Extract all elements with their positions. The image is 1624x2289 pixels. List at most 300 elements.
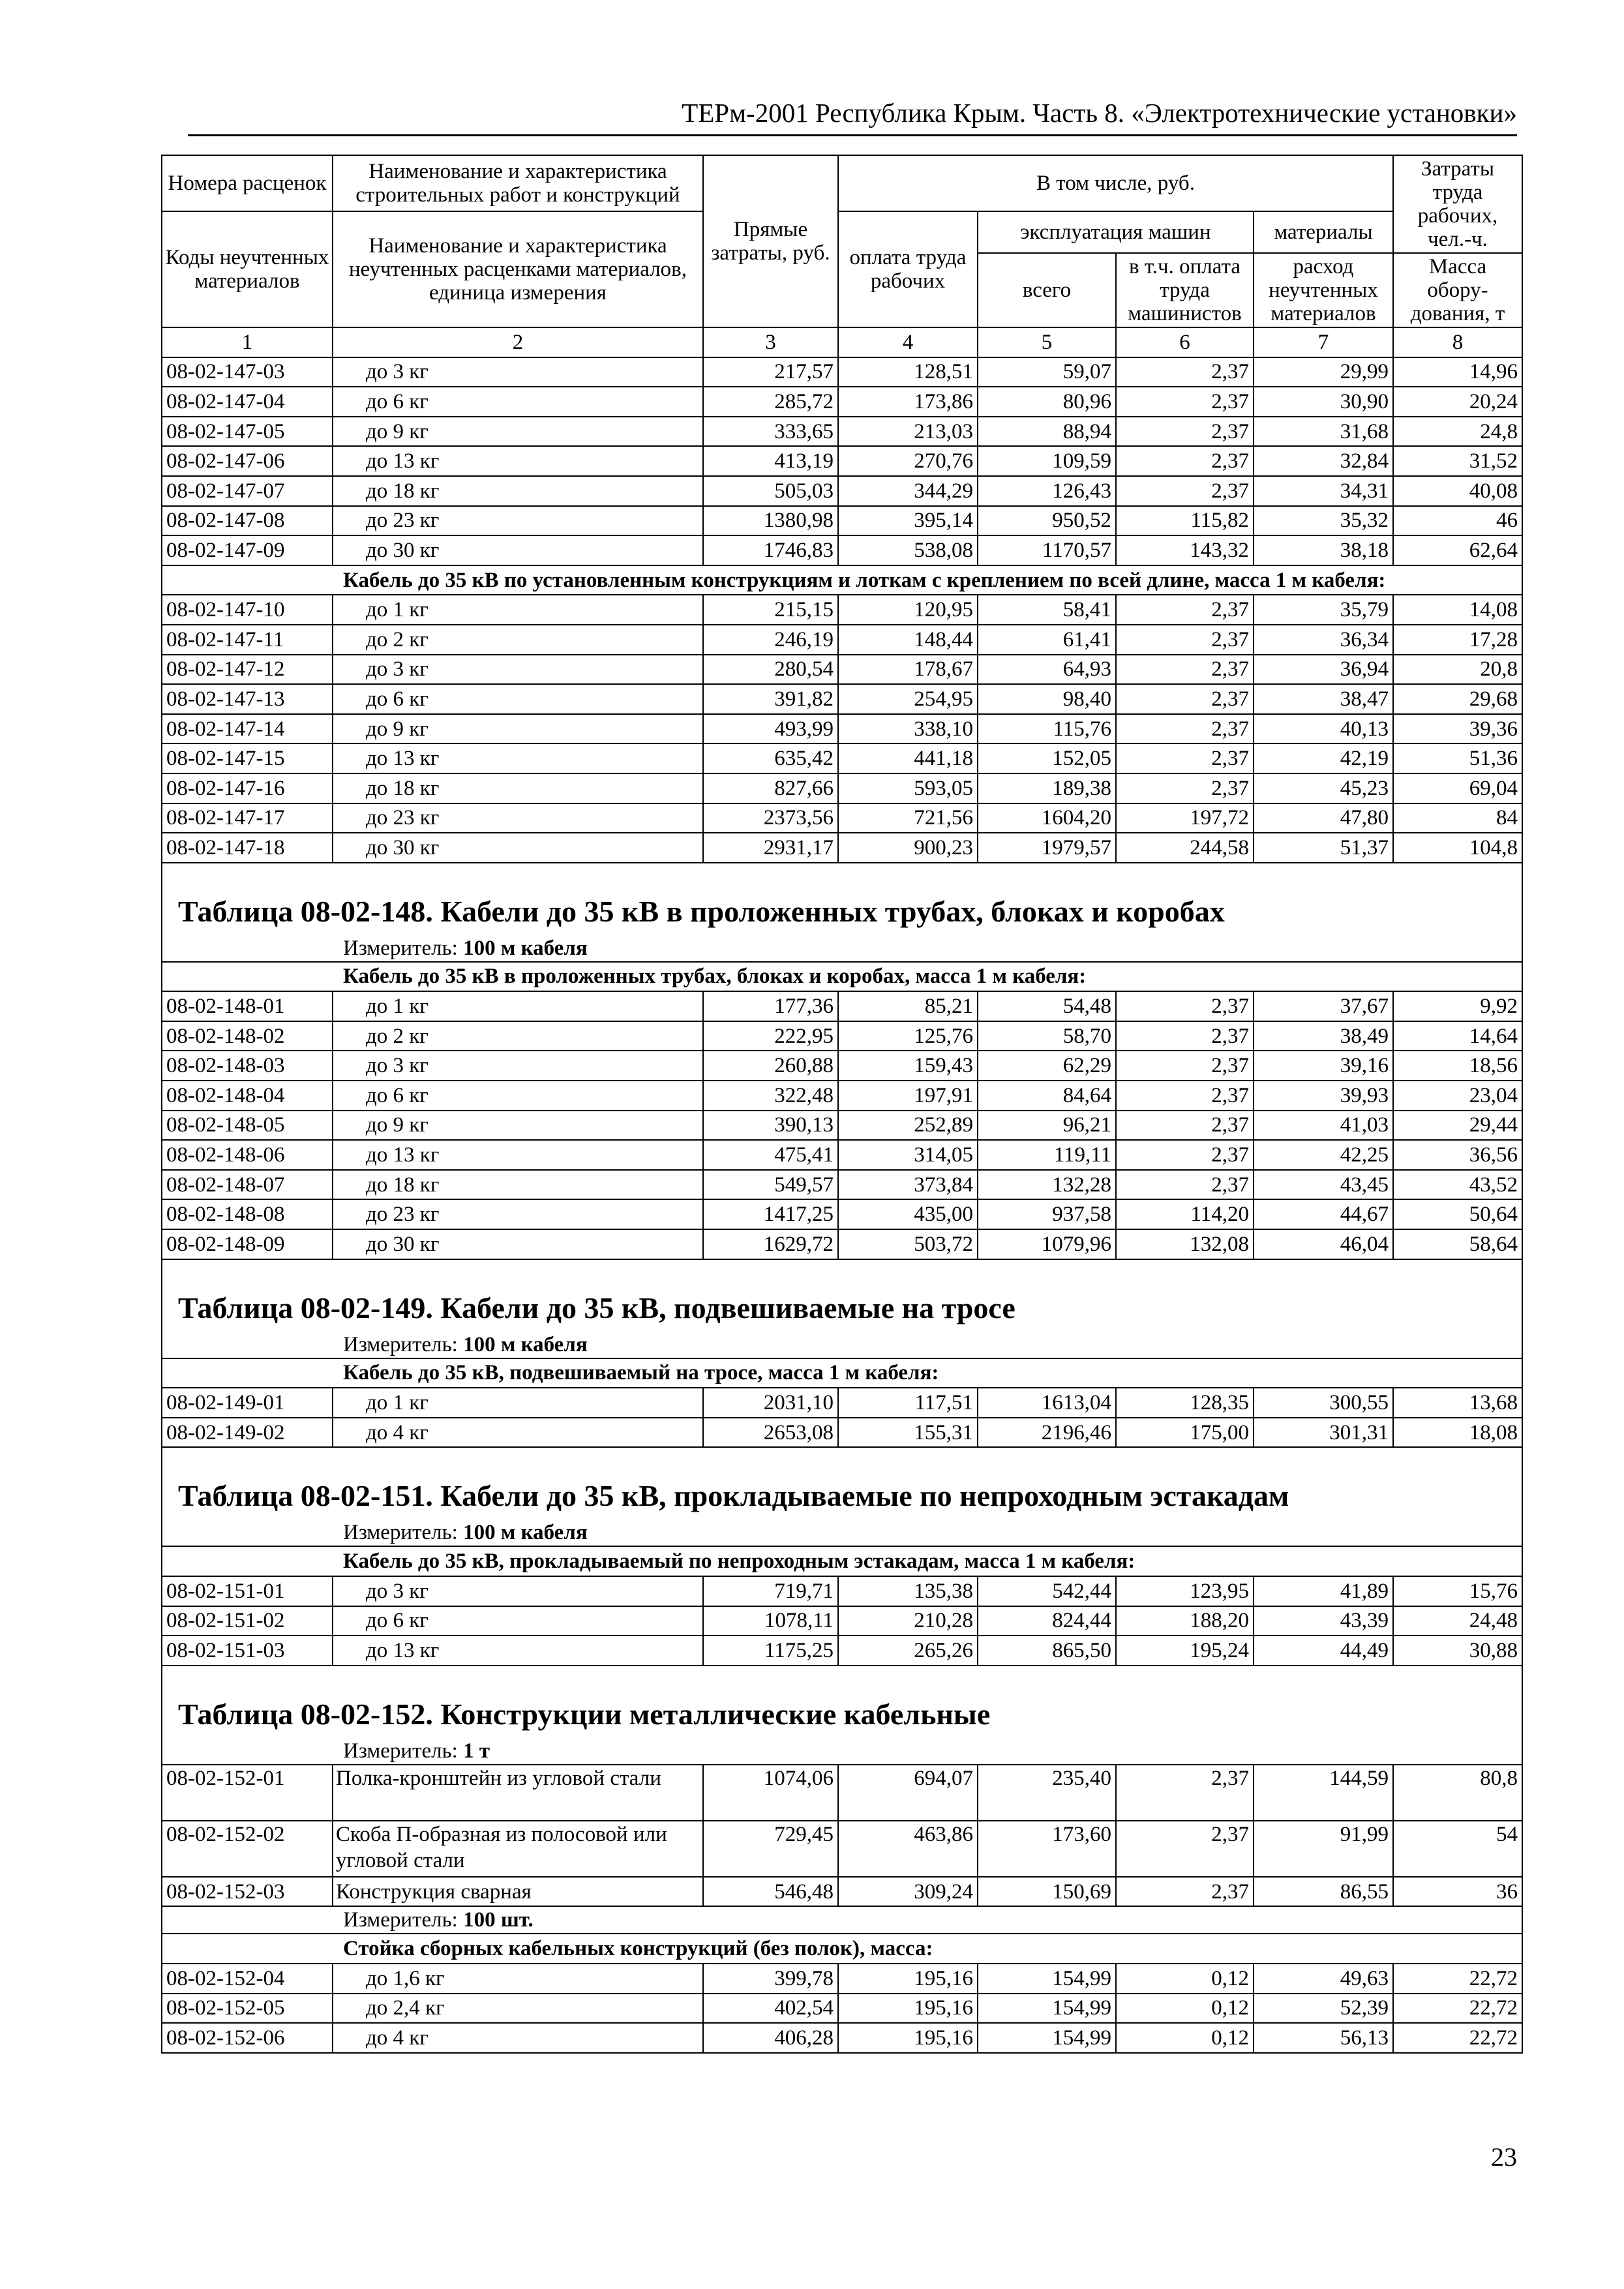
direct-cost-cell: 729,45	[703, 1821, 838, 1877]
page-header	[188, 91, 1517, 136]
rate-name: до 13 кг	[333, 1636, 703, 1666]
materials-cell: 38,49	[1254, 1021, 1393, 1051]
labor-hours-cell: 39,36	[1393, 714, 1522, 744]
machinists-pay-cell: 2,37	[1116, 1140, 1254, 1170]
labor-hours-cell: 36	[1393, 1877, 1522, 1907]
machines-total-cell: 59,07	[978, 357, 1116, 387]
col-labor-pay-header: оплата труда рабочих	[838, 211, 978, 327]
direct-cost-cell: 719,71	[703, 1576, 838, 1606]
materials-cell: 86,55	[1254, 1877, 1393, 1907]
machinists-pay-cell: 2,37	[1116, 1821, 1254, 1877]
machines-total-cell: 1079,96	[978, 1229, 1116, 1259]
labor-pay-cell: 120,95	[838, 595, 978, 625]
machinists-pay-cell: 2,37	[1116, 773, 1254, 803]
rate-name: Скоба П-образная из полосовой или угловой стали	[333, 1821, 703, 1877]
labor-pay-cell: 254,95	[838, 684, 978, 714]
direct-cost-cell: 2931,17	[703, 833, 838, 863]
materials-cell: 45,23	[1254, 773, 1393, 803]
rate-code: 08-02-151-01	[162, 1576, 333, 1606]
table-row	[162, 1021, 1522, 1051]
rate-code: 08-02-147-05	[162, 417, 333, 447]
rate-name: до 30 кг	[333, 1229, 703, 1259]
direct-cost-cell: 413,19	[703, 446, 838, 476]
labor-pay-cell: 213,03	[838, 417, 978, 447]
measure-unit	[162, 1906, 1522, 1934]
group-row	[162, 1934, 1522, 1964]
labor-pay-cell: 197,91	[838, 1081, 978, 1111]
rate-name: до 18 кг	[333, 476, 703, 506]
machines-total-cell: 80,96	[978, 387, 1116, 417]
rate-code: 08-02-147-16	[162, 773, 333, 803]
machines-total-cell: 126,43	[978, 476, 1116, 506]
rate-name: до 30 кг	[333, 535, 703, 565]
machines-total-cell: 154,99	[978, 1994, 1116, 2024]
rate-code: 08-02-147-12	[162, 655, 333, 685]
rate-name: до 18 кг	[333, 773, 703, 803]
machinists-pay-cell: 2,37	[1116, 1111, 1254, 1141]
machines-total-cell: 824,44	[978, 1606, 1116, 1636]
materials-cell: 44,49	[1254, 1636, 1393, 1666]
machinists-pay-cell: 0,12	[1116, 1964, 1254, 1994]
table-row	[162, 991, 1522, 1021]
rate-code: 08-02-149-02	[162, 1418, 333, 1448]
materials-cell: 38,47	[1254, 684, 1393, 714]
machinists-pay-cell: 2,37	[1116, 476, 1254, 506]
rate-code: 08-02-148-02	[162, 1021, 333, 1051]
column-number: 2	[333, 327, 703, 357]
labor-pay-cell: 125,76	[838, 1021, 978, 1051]
header-row-1	[162, 155, 1522, 211]
machinists-pay-cell: 114,20	[1116, 1199, 1254, 1229]
labor-pay-cell: 435,00	[838, 1199, 978, 1229]
measure-unit	[162, 1332, 1522, 1358]
machines-total-cell: 109,59	[978, 446, 1116, 476]
direct-cost-cell: 2653,08	[703, 1418, 838, 1448]
measure-value: 100 м кабеля	[463, 1521, 588, 1545]
labor-pay-cell: 538,08	[838, 535, 978, 565]
labor-hours-cell: 62,64	[1393, 535, 1522, 565]
labor-pay-cell: 135,38	[838, 1576, 978, 1606]
rate-code: 08-02-147-14	[162, 714, 333, 744]
labor-hours-cell: 50,64	[1393, 1199, 1522, 1229]
materials-cell: 144,59	[1254, 1765, 1393, 1821]
table-row	[162, 714, 1522, 744]
table-row	[162, 1229, 1522, 1259]
machinists-pay-cell: 195,24	[1116, 1636, 1254, 1666]
rate-code: 08-02-148-05	[162, 1111, 333, 1141]
machines-total-cell: 58,70	[978, 1021, 1116, 1051]
machinists-pay-cell: 2,37	[1116, 417, 1254, 447]
rate-name: до 3 кг	[333, 655, 703, 685]
rate-code: 08-02-149-01	[162, 1388, 333, 1418]
labor-hours-cell: 69,04	[1393, 773, 1522, 803]
rate-name: до 4 кг	[333, 1418, 703, 1448]
rate-code: 08-02-147-11	[162, 625, 333, 655]
machines-total-cell: 865,50	[978, 1636, 1116, 1666]
measure-value: 100 м кабеля	[463, 936, 588, 960]
rate-name: до 9 кг	[333, 417, 703, 447]
machines-total-cell: 64,93	[978, 655, 1116, 685]
measure-row	[162, 1738, 1522, 1765]
direct-cost-cell: 390,13	[703, 1111, 838, 1141]
machines-total-cell: 937,58	[978, 1199, 1116, 1229]
rate-name: до 1 кг	[333, 991, 703, 1021]
rate-name: до 13 кг	[333, 743, 703, 773]
labor-pay-cell: 338,10	[838, 714, 978, 744]
machinists-pay-cell: 2,37	[1116, 1170, 1254, 1200]
rate-code: 08-02-152-06	[162, 2023, 333, 2053]
materials-cell: 38,18	[1254, 535, 1393, 565]
labor-pay-cell: 178,67	[838, 655, 978, 685]
table-row	[162, 1821, 1522, 1877]
labor-pay-cell: 344,29	[838, 476, 978, 506]
rate-name: до 6 кг	[333, 1081, 703, 1111]
machines-total-cell: 115,76	[978, 714, 1116, 744]
direct-cost-cell: 215,15	[703, 595, 838, 625]
materials-cell: 91,99	[1254, 1821, 1393, 1877]
table-row	[162, 833, 1522, 863]
table-row	[162, 595, 1522, 625]
machinists-pay-cell: 2,37	[1116, 714, 1254, 744]
machinists-pay-cell: 128,35	[1116, 1388, 1254, 1418]
labor-hours-cell: 84	[1393, 803, 1522, 833]
materials-cell: 52,39	[1254, 1994, 1393, 2024]
machinists-pay-cell: 143,32	[1116, 535, 1254, 565]
machinists-pay-cell: 2,37	[1116, 991, 1254, 1021]
direct-cost-cell: 1746,83	[703, 535, 838, 565]
rate-name: до 1 кг	[333, 595, 703, 625]
materials-cell: 36,34	[1254, 625, 1393, 655]
labor-pay-cell: 373,84	[838, 1170, 978, 1200]
rate-code: 08-02-151-03	[162, 1636, 333, 1666]
rate-code: 08-02-147-15	[162, 743, 333, 773]
rate-name: до 9 кг	[333, 714, 703, 744]
machines-total-cell: 173,60	[978, 1821, 1116, 1877]
rate-name: до 1,6 кг	[333, 1964, 703, 1994]
machines-total-cell: 950,52	[978, 506, 1116, 536]
labor-hours-cell: 36,56	[1393, 1140, 1522, 1170]
materials-cell: 43,39	[1254, 1606, 1393, 1636]
page-header-title: ТЕРм-2001 Республика Крым. Часть 8. «Электротехнические установки»	[682, 98, 1517, 128]
table-row	[162, 1081, 1522, 1111]
column-number: 4	[838, 327, 978, 357]
materials-cell: 47,80	[1254, 803, 1393, 833]
rate-name: до 2,4 кг	[333, 1994, 703, 2024]
col-machines-header: эксплуатация машин	[978, 211, 1254, 253]
machines-total-cell: 1170,57	[978, 535, 1116, 565]
col-labor-cost-header: Затраты труда рабочих, чел.-ч.	[1393, 155, 1522, 253]
labor-pay-cell: 210,28	[838, 1606, 978, 1636]
machines-total-cell: 1979,57	[978, 833, 1116, 863]
direct-cost-cell: 1074,06	[703, 1765, 838, 1821]
rate-code: 08-02-151-02	[162, 1606, 333, 1636]
direct-cost-cell: 406,28	[703, 2023, 838, 2053]
labor-pay-cell: 155,31	[838, 1418, 978, 1448]
group-row	[162, 565, 1522, 595]
direct-cost-cell: 280,54	[703, 655, 838, 685]
labor-pay-cell: 441,18	[838, 743, 978, 773]
direct-cost-cell: 635,42	[703, 743, 838, 773]
measure-row	[162, 1519, 1522, 1546]
labor-hours-cell: 29,44	[1393, 1111, 1522, 1141]
materials-cell: 39,93	[1254, 1081, 1393, 1111]
measure-value: 100 шт.	[463, 1908, 534, 1932]
labor-pay-cell: 195,16	[838, 1964, 978, 1994]
rate-code: 08-02-152-05	[162, 1994, 333, 2024]
group-label: Кабель до 35 кВ, прокладываемый по непроходным эстакадам, масса 1 м кабеля:	[162, 1546, 1522, 1576]
table-row	[162, 417, 1522, 447]
measure-row	[162, 1332, 1522, 1358]
measure-label: Измеритель:	[343, 1739, 458, 1763]
labor-hours-cell: 40,08	[1393, 476, 1522, 506]
column-number: 1	[162, 327, 333, 357]
labor-pay-cell: 463,86	[838, 1821, 978, 1877]
materials-cell: 42,19	[1254, 743, 1393, 773]
rate-name: до 3 кг	[333, 1051, 703, 1081]
group-row	[162, 1546, 1522, 1576]
rate-code: 08-02-148-03	[162, 1051, 333, 1081]
table-row	[162, 684, 1522, 714]
measure-unit	[162, 1519, 1522, 1546]
labor-hours-cell: 58,64	[1393, 1229, 1522, 1259]
table-row	[162, 1576, 1522, 1606]
materials-cell: 36,94	[1254, 655, 1393, 685]
direct-cost-cell: 1417,25	[703, 1199, 838, 1229]
machinists-pay-cell: 132,08	[1116, 1229, 1254, 1259]
labor-hours-cell: 43,52	[1393, 1170, 1522, 1200]
materials-cell: 43,45	[1254, 1170, 1393, 1200]
labor-hours-cell: 18,08	[1393, 1418, 1522, 1448]
col-materials-sub-header: расход неучтенных материалов	[1254, 253, 1393, 327]
rate-name: до 6 кг	[333, 1606, 703, 1636]
header-row-2	[162, 211, 1522, 253]
rate-name: до 23 кг	[333, 803, 703, 833]
machines-total-cell: 84,64	[978, 1081, 1116, 1111]
materials-cell: 300,55	[1254, 1388, 1393, 1418]
labor-pay-cell: 900,23	[838, 833, 978, 863]
table-title-row	[162, 1259, 1522, 1332]
materials-cell: 35,32	[1254, 506, 1393, 536]
measure-label: Измеритель:	[343, 1521, 458, 1545]
measure-unit	[162, 1738, 1522, 1765]
materials-cell: 41,03	[1254, 1111, 1393, 1141]
labor-hours-cell: 104,8	[1393, 833, 1522, 863]
machines-total-cell: 154,99	[978, 1964, 1116, 1994]
table-row	[162, 1606, 1522, 1636]
labor-hours-cell: 20,24	[1393, 387, 1522, 417]
machines-total-cell: 152,05	[978, 743, 1116, 773]
labor-pay-cell: 503,72	[838, 1229, 978, 1259]
machines-total-cell: 119,11	[978, 1140, 1116, 1170]
group-row	[162, 1358, 1522, 1388]
rate-name: до 6 кг	[333, 684, 703, 714]
machinists-pay-cell: 2,37	[1116, 1765, 1254, 1821]
labor-pay-cell: 593,05	[838, 773, 978, 803]
rate-name: Конструкция сварная	[333, 1877, 703, 1907]
table-title: Таблица 08-02-151. Кабели до 35 кВ, прокладываемые по непроходным эстакадам	[162, 1447, 1522, 1519]
labor-pay-cell: 117,51	[838, 1388, 978, 1418]
table-row	[162, 476, 1522, 506]
rate-code: 08-02-148-08	[162, 1199, 333, 1229]
materials-cell: 49,63	[1254, 1964, 1393, 1994]
materials-cell: 44,67	[1254, 1199, 1393, 1229]
table-title-row	[162, 863, 1522, 935]
rate-code: 08-02-147-03	[162, 357, 333, 387]
table-row	[162, 1877, 1522, 1907]
materials-cell: 35,79	[1254, 595, 1393, 625]
table-row	[162, 1140, 1522, 1170]
table-row	[162, 743, 1522, 773]
col-machines-total-header: всего	[978, 253, 1116, 327]
machines-total-cell: 1604,20	[978, 803, 1116, 833]
machinists-pay-cell: 115,82	[1116, 506, 1254, 536]
rate-code: 08-02-147-18	[162, 833, 333, 863]
direct-cost-cell: 222,95	[703, 1021, 838, 1051]
direct-cost-cell: 260,88	[703, 1051, 838, 1081]
rate-name: до 3 кг	[333, 1576, 703, 1606]
labor-hours-cell: 23,04	[1393, 1081, 1522, 1111]
measure-label: Измеритель:	[343, 1332, 458, 1356]
machinists-pay-cell: 2,37	[1116, 1877, 1254, 1907]
direct-cost-cell: 1380,98	[703, 506, 838, 536]
table-row	[162, 1636, 1522, 1666]
direct-cost-cell: 2031,10	[703, 1388, 838, 1418]
machinists-pay-cell: 244,58	[1116, 833, 1254, 863]
machinists-pay-cell: 2,37	[1116, 743, 1254, 773]
col-machinists-header: в т.ч. оплата труда машинистов	[1116, 253, 1254, 327]
machinists-pay-cell: 197,72	[1116, 803, 1254, 833]
materials-cell: 301,31	[1254, 1418, 1393, 1448]
direct-cost-cell: 322,48	[703, 1081, 838, 1111]
table-row	[162, 1199, 1522, 1229]
measure-row	[162, 1906, 1522, 1934]
labor-hours-cell: 15,76	[1393, 1576, 1522, 1606]
table-row	[162, 1418, 1522, 1448]
table-title-row	[162, 1447, 1522, 1519]
rate-code: 08-02-147-17	[162, 803, 333, 833]
direct-cost-cell: 2373,56	[703, 803, 838, 833]
labor-hours-cell: 22,72	[1393, 1964, 1522, 1994]
materials-cell: 46,04	[1254, 1229, 1393, 1259]
table-title: Таблица 08-02-152. Конструкции металлические кабельные	[162, 1666, 1522, 1738]
measure-label: Измеритель:	[343, 936, 458, 960]
rate-code: 08-02-152-03	[162, 1877, 333, 1907]
direct-cost-cell: 399,78	[703, 1964, 838, 1994]
measure-label: Измеритель:	[343, 1908, 458, 1932]
col1-bottom-header: Коды неучтенных материалов	[162, 211, 333, 327]
machines-total-cell: 150,69	[978, 1877, 1116, 1907]
labor-hours-cell: 14,64	[1393, 1021, 1522, 1051]
direct-cost-cell: 1629,72	[703, 1229, 838, 1259]
machinists-pay-cell: 2,37	[1116, 387, 1254, 417]
direct-cost-cell: 391,82	[703, 684, 838, 714]
labor-pay-cell: 85,21	[838, 991, 978, 1021]
machines-total-cell: 1613,04	[978, 1388, 1116, 1418]
machinists-pay-cell: 0,12	[1116, 1994, 1254, 2024]
rate-name: до 3 кг	[333, 357, 703, 387]
rate-code: 08-02-147-08	[162, 506, 333, 536]
labor-pay-cell: 721,56	[838, 803, 978, 833]
rate-name: до 2 кг	[333, 1021, 703, 1051]
rate-name: до 13 кг	[333, 446, 703, 476]
measure-row	[162, 935, 1522, 962]
table-row	[162, 625, 1522, 655]
table-title-row	[162, 1666, 1522, 1738]
labor-hours-cell: 31,52	[1393, 446, 1522, 476]
rate-name: до 18 кг	[333, 1170, 703, 1200]
rate-code: 08-02-148-06	[162, 1140, 333, 1170]
materials-cell: 30,90	[1254, 387, 1393, 417]
machinists-pay-cell: 2,37	[1116, 1051, 1254, 1081]
labor-hours-cell: 22,72	[1393, 1994, 1522, 2024]
labor-pay-cell: 395,14	[838, 506, 978, 536]
machinists-pay-cell: 2,37	[1116, 1081, 1254, 1111]
direct-cost-cell: 827,66	[703, 773, 838, 803]
group-label: Стойка сборных кабельных конструкций (без полок), масса:	[162, 1934, 1522, 1964]
table-row	[162, 1111, 1522, 1141]
labor-hours-cell: 24,8	[1393, 417, 1522, 447]
table-row	[162, 1964, 1522, 1994]
rate-code: 08-02-147-07	[162, 476, 333, 506]
direct-cost-cell: 546,48	[703, 1877, 838, 1907]
rate-code: 08-02-152-04	[162, 1964, 333, 1994]
direct-cost-cell: 246,19	[703, 625, 838, 655]
column-number: 6	[1116, 327, 1254, 357]
machinists-pay-cell: 2,37	[1116, 625, 1254, 655]
measure-value: 100 м кабеля	[463, 1332, 588, 1356]
table-title: Таблица 08-02-149. Кабели до 35 кВ, подвешиваемые на тросе	[162, 1259, 1522, 1332]
rate-code: 08-02-147-13	[162, 684, 333, 714]
direct-cost-cell: 285,72	[703, 387, 838, 417]
rate-code: 08-02-148-09	[162, 1229, 333, 1259]
table-row	[162, 1051, 1522, 1081]
materials-cell: 29,99	[1254, 357, 1393, 387]
rate-name: до 6 кг	[333, 387, 703, 417]
table-row	[162, 357, 1522, 387]
materials-cell: 34,31	[1254, 476, 1393, 506]
direct-cost-cell: 549,57	[703, 1170, 838, 1200]
labor-pay-cell: 159,43	[838, 1051, 978, 1081]
rate-code: 08-02-152-02	[162, 1821, 333, 1877]
group-label: Кабель до 35 кВ, подвешиваемый на тросе, масса 1 м кабеля:	[162, 1358, 1522, 1388]
col-direct-header: Прямые затраты, руб.	[703, 155, 838, 327]
rate-code: 08-02-148-01	[162, 991, 333, 1021]
col-equip-mass-header: Масса обору-дования, т	[1393, 253, 1522, 327]
table-row	[162, 2023, 1522, 2053]
table-row	[162, 446, 1522, 476]
machines-total-cell: 61,41	[978, 625, 1116, 655]
table-row	[162, 535, 1522, 565]
rate-name: до 23 кг	[333, 506, 703, 536]
materials-cell: 37,67	[1254, 991, 1393, 1021]
col2-top-header: Наименование и характеристика строительных работ и конструкций	[333, 155, 703, 211]
machinists-pay-cell: 2,37	[1116, 595, 1254, 625]
column-number: 7	[1254, 327, 1393, 357]
col1-top-header: Номера расценок	[162, 155, 333, 211]
labor-pay-cell: 694,07	[838, 1765, 978, 1821]
machinists-pay-cell: 2,37	[1116, 655, 1254, 685]
labor-hours-cell: 46	[1393, 506, 1522, 536]
direct-cost-cell: 493,99	[703, 714, 838, 744]
measure-value: 1 т	[463, 1739, 490, 1763]
rate-name: до 4 кг	[333, 2023, 703, 2053]
col-materials-header: материалы	[1254, 211, 1393, 253]
labor-hours-cell: 29,68	[1393, 684, 1522, 714]
rate-code: 08-02-148-07	[162, 1170, 333, 1200]
materials-cell: 39,16	[1254, 1051, 1393, 1081]
rate-name: до 9 кг	[333, 1111, 703, 1141]
table-row	[162, 773, 1522, 803]
